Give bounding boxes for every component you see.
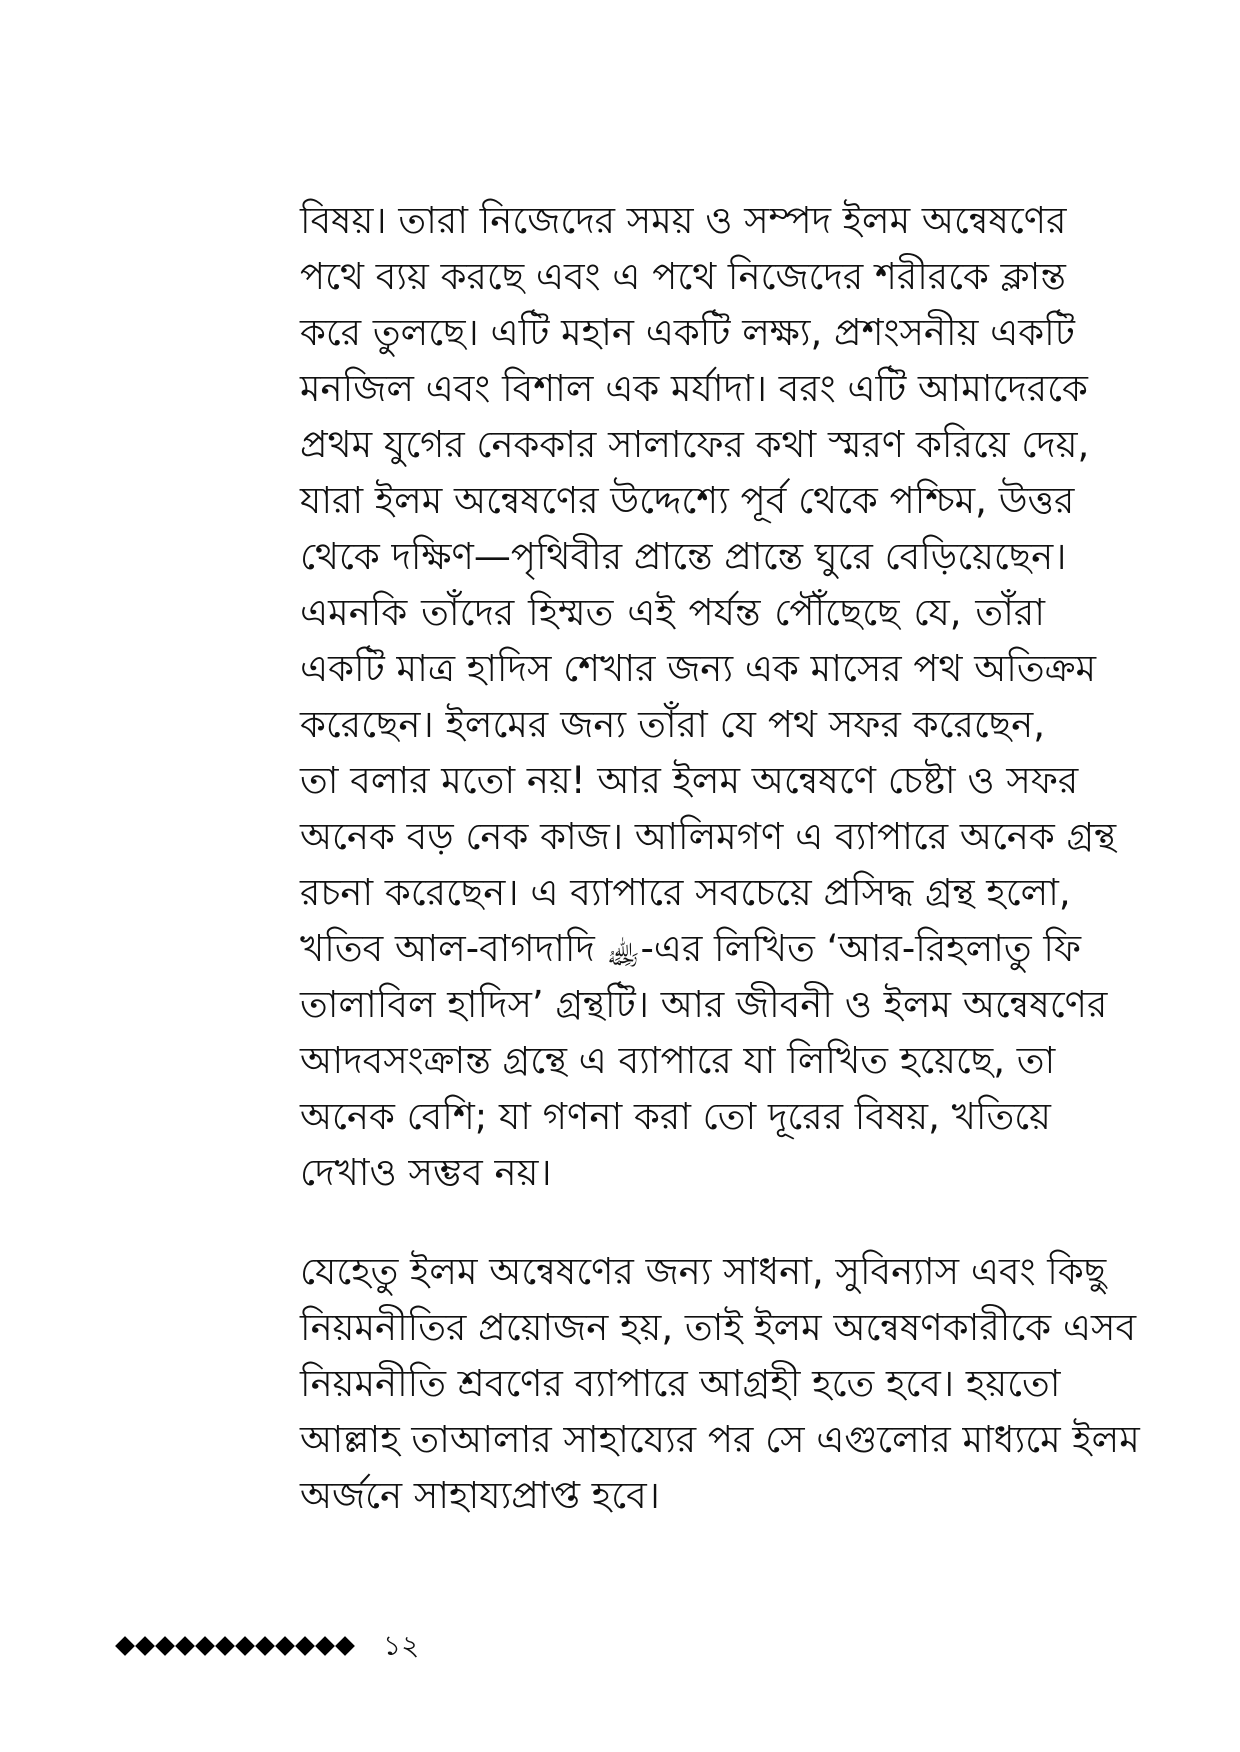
diamond-icon <box>315 1636 335 1656</box>
diamond-icon <box>215 1636 235 1656</box>
paragraph-2 <box>300 1244 1140 1524</box>
text-line: প্রথম যুগের নেককার সালাফের কথা স্মরণ করিয়ে দেয়, <box>300 423 1090 466</box>
text-line: দেখাও সম্ভব নয়। <box>300 1151 552 1194</box>
diamond-icon <box>275 1636 295 1656</box>
text-line: অনেক বেশি; যা গণনা করা তো দূরের বিষয়, খতিয়ে <box>300 1095 1051 1138</box>
text-line: খতিব আল-বাগদাদি ﵀-এর লিখিত ‘আর-রিহলাতু ফি <box>300 927 1082 970</box>
diamond-row-icon <box>115 1636 355 1656</box>
diamond-icon <box>235 1636 255 1656</box>
text-line: যেহেতু ইলম অন্বেষণের জন্য সাধনা, সুবিন্যাস এবং কিছু <box>300 1250 1107 1293</box>
text-line: রচনা করেছেন। এ ব্যাপারে সবচেয়ে প্রসিদ্ধ গ্রন্থ হলো, <box>300 871 1071 914</box>
text-line: নিয়মনীতির প্রয়োজন হয়, তাই ইলম অন্বেষণকারীকে এসব <box>300 1306 1137 1349</box>
diamond-icon <box>295 1636 315 1656</box>
diamond-icon <box>135 1636 155 1656</box>
page-footer <box>115 1629 420 1662</box>
text-line: আল্লাহ তাআলার সাহায্যের পর সে এগুলোর মাধ্যমে ইলম <box>300 1418 1140 1461</box>
text-line: করে তুলছে। এটি মহান একটি লক্ষ্য, প্রশংসনীয় একটি <box>300 311 1075 354</box>
text-line: নিয়মনীতি শ্রবণের ব্যাপারে আগ্রহী হতে হবে। হয়তো <box>300 1362 1061 1405</box>
diamond-icon <box>115 1636 135 1656</box>
text-line: বিষয়। তারা নিজেদের সময় ও সম্পদ ইলম অন্বেষণের <box>300 199 1067 242</box>
text-line: আদবসংক্রান্ত গ্রন্থে এ ব্যাপারে যা লিখিত হয়েছে, তা <box>300 1039 1056 1082</box>
text-line: একটি মাত্র হাদিস শেখার জন্য এক মাসের পথ অতিক্রম <box>300 647 1097 690</box>
text-line: থেকে দক্ষিণ—পৃথিবীর প্রান্তে প্রান্তে ঘুরে বেড়িয়েছেন। <box>300 535 1067 578</box>
diamond-icon <box>155 1636 175 1656</box>
page-number: ১২ <box>383 1629 420 1662</box>
text-line: করেছেন। ইলমের জন্য তাঁরা যে পথ সফর করেছেন, <box>300 703 1045 746</box>
text-line: তালাবিল হাদিস’ গ্রন্থটি। আর জীবনী ও ইলম অন্বেষণের <box>300 983 1108 1026</box>
paragraph-1 <box>300 193 1117 1201</box>
text-line: অর্জনে সাহায্যপ্রাপ্ত হবে। <box>300 1474 660 1517</box>
text-line: মনজিল এবং বিশাল এক মর্যাদা। বরং এটি আমাদেরকে <box>300 367 1088 410</box>
diamond-icon <box>175 1636 195 1656</box>
text-line: পথে ব্যয় করছে এবং এ পথে নিজেদের শরীরকে ক্লান্ত <box>300 255 1066 298</box>
text-line: তা বলার মতো নয়! আর ইলম অন্বেষণে চেষ্টা ও সফর <box>300 759 1079 802</box>
diamond-icon <box>335 1636 355 1656</box>
diamond-icon <box>255 1636 275 1656</box>
text-line: অনেক বড় নেক কাজ। আলিমগণ এ ব্যাপারে অনেক গ্রন্থ <box>300 815 1117 858</box>
text-line: এমনকি তাঁদের হিম্মত এই পর্যন্ত পৌঁছেছে যে, তাঁরা <box>300 591 1045 634</box>
text-line: যারা ইলম অন্বেষণের উদ্দেশ্যে পূর্ব থেকে পশ্চিম, উত্তর <box>300 479 1075 522</box>
diamond-icon <box>195 1636 215 1656</box>
